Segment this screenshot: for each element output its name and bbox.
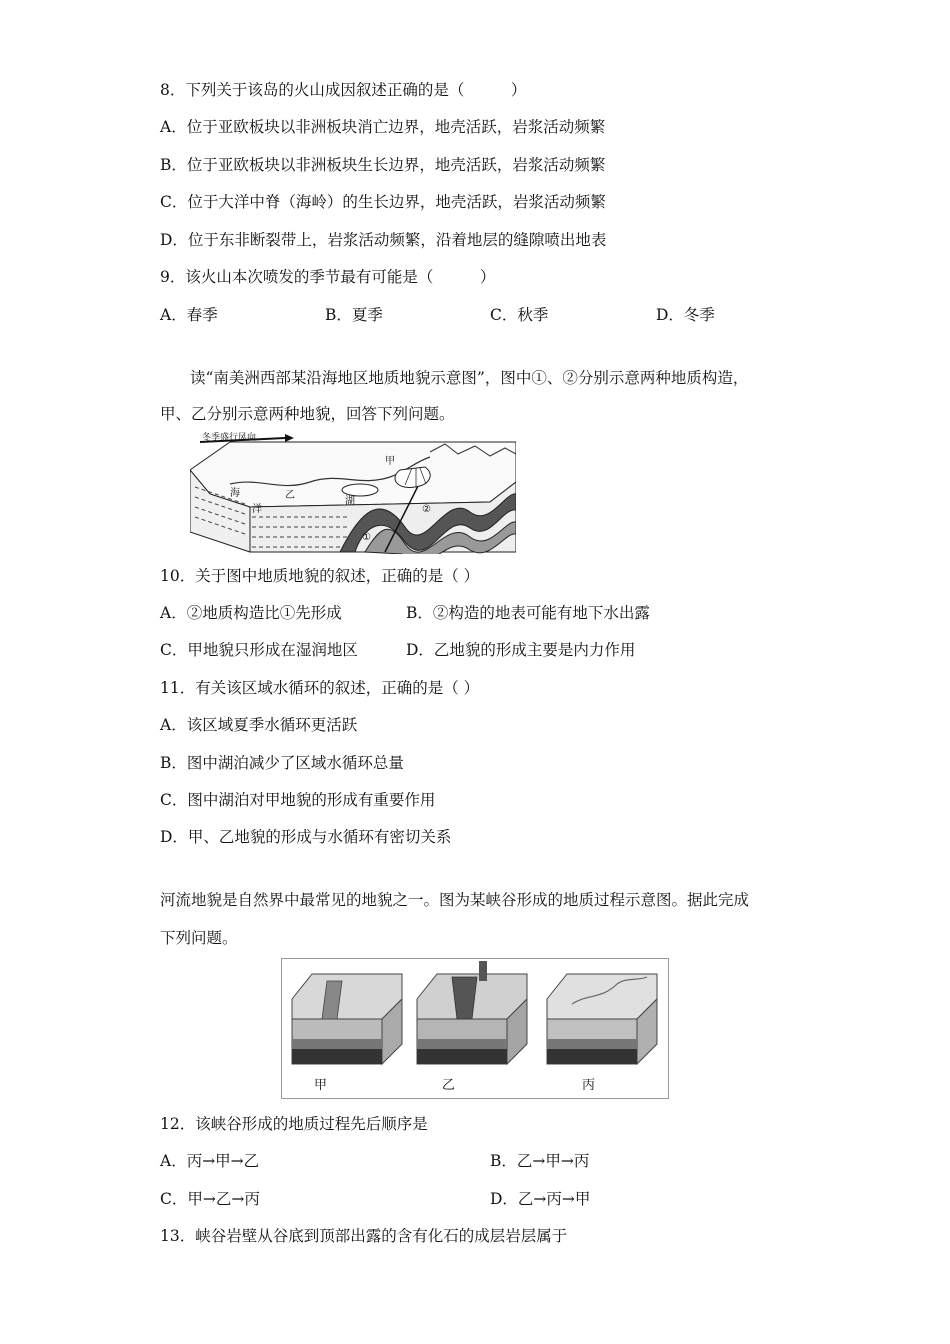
block-bing [547, 974, 657, 1064]
q12-option-a: A．丙→甲→乙 [160, 1152, 260, 1170]
q9-option-c: C．秋季 [490, 306, 549, 324]
q9-option-a: A．春季 [160, 306, 218, 324]
q12-option-d: D．乙→丙→甲 [490, 1190, 591, 1208]
q10-option-a: A．②地质构造比①先形成 [160, 604, 342, 622]
q8-stem: 8．下列关于该岛的火山成因叙述正确的是（ ） [160, 81, 527, 99]
q10-option-d: D．乙地貌的形成主要是内力作用 [406, 641, 636, 659]
q9-option-b: B．夏季 [325, 306, 383, 324]
label-yi: 乙 [285, 490, 295, 501]
q10-stem: 10．关于图中地质地貌的叙述，正确的是（ ） [160, 567, 480, 585]
label-hai: 海 [230, 488, 240, 499]
passage2-line1: 河流地貌是自然界中最常见的地貌之一。图为某峡谷形成的地质过程示意图。据此完成 [160, 891, 750, 909]
canyon-formation-svg [282, 959, 668, 1098]
q8-option-a: A．位于亚欧板块以非洲板块消亡边界，地壳活跃，岩浆活动频繁 [160, 118, 606, 136]
q8-option-b: B．位于亚欧板块以非洲板块生长边界，地壳活跃，岩浆活动频繁 [160, 156, 606, 174]
q8-option-c: C．位于大洋中脊（海岭）的生长边界，地壳活跃，岩浆活动频繁 [160, 193, 606, 211]
geology-block-diagram [190, 432, 516, 554]
label-fig2-bing: 丙 [582, 1078, 596, 1093]
block-yi [417, 961, 527, 1064]
q12-stem: 12．该峡谷形成的地质过程先后顺序是 [160, 1115, 428, 1133]
q10-option-b: B．②构造的地表可能有地下水出露 [406, 604, 650, 622]
label-jia: 甲 [385, 456, 395, 467]
q12-option-c: C．甲→乙→丙 [160, 1190, 260, 1208]
canyon-formation-figure [281, 958, 669, 1099]
q11-option-a: A．该区域夏季水循环更活跃 [160, 716, 358, 734]
wind-label: 冬季盛行风向 [202, 433, 257, 443]
q11-option-b: B．图中湖泊减少了区域水循环总量 [160, 754, 404, 772]
q9-stem: 9．该火山本次喷发的季节最有可能是（ ） [160, 268, 496, 286]
q11-stem: 11．有关该区域水循环的叙述，正确的是（ ） [160, 679, 480, 697]
label-fig2-jia: 甲 [314, 1078, 328, 1093]
passage1-line1: 读“南美洲西部某沿海地区地质地貌示意图”，图中①、②分别示意两种地质构造， [190, 369, 749, 387]
q11-option-d: D．甲、乙地貌的形成与水循环有密切关系 [160, 828, 452, 846]
label-structure-2: ② [422, 504, 431, 515]
passage1-line2: 甲、乙分别示意两种地貌，回答下列问题。 [160, 405, 455, 423]
label-structure-1: ① [362, 532, 371, 543]
label-hu: 湖 [345, 496, 355, 507]
q11-option-c: C．图中湖泊对甲地貌的形成有重要作用 [160, 791, 436, 809]
q13-stem: 13．峡谷岩壁从谷底到顶部出露的含有化石的成层岩层属于 [160, 1227, 568, 1245]
block-jia [292, 974, 402, 1064]
q10-option-c: C．甲地貌只形成在湿润地区 [160, 641, 358, 659]
q9-option-d: D．冬季 [656, 306, 715, 324]
label-fig2-yi: 乙 [442, 1078, 456, 1093]
geology-block-svg [190, 432, 516, 554]
label-yang: 洋 [252, 504, 262, 515]
q8-option-d: D．位于东非断裂带上，岩浆活动频繁，沿着地层的缝隙喷出地表 [160, 231, 607, 249]
passage2-line2: 下列问题。 [160, 929, 238, 947]
q12-option-b: B．乙→甲→丙 [490, 1152, 590, 1170]
